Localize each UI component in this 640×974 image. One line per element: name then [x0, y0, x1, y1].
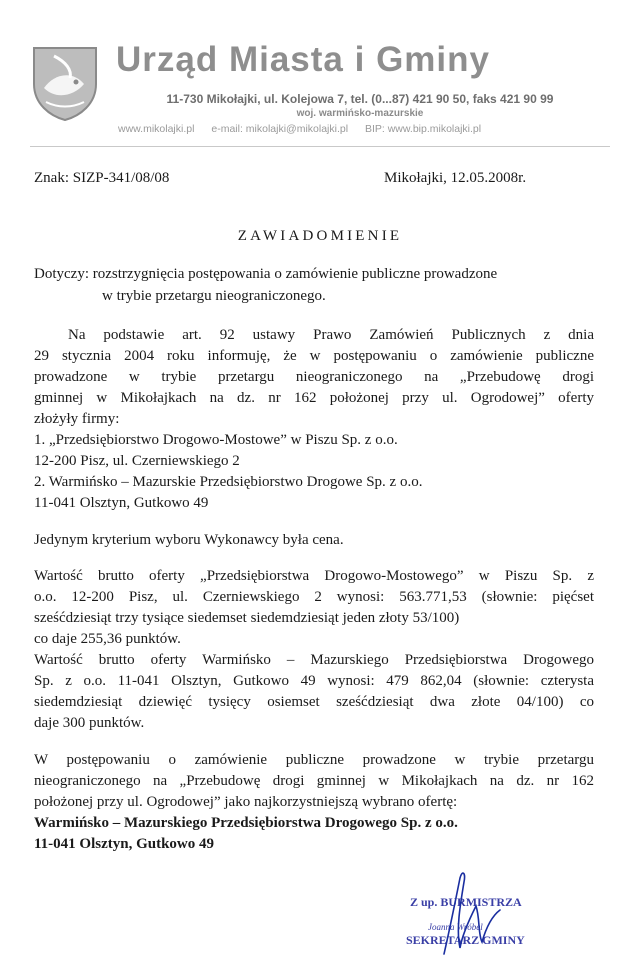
offer-line: siedemdziesiąt dziewięć tysięcy osiemset sześćdziesiąt dwa złote 04/100) co: [34, 694, 594, 710]
offer-line: co daje 255,36 punktów.: [34, 631, 181, 647]
subject-line-continued: w trybie przetargu nieograniczonego.: [102, 288, 326, 304]
letterhead-voivodeship: woj. warmińsko-mazurskie: [296, 108, 424, 119]
stamp-name-text: Joanna Wróbel: [428, 922, 483, 932]
offer-line: sześćdziesiąt trzy tysiące siedemset siedemdziesiąt jeden złoty 53/100): [34, 610, 460, 626]
bidder-address: 12-200 Pisz, ul. Czerniewskiego 2: [34, 453, 240, 469]
organization-name: Urząd Miasta i Gminy: [116, 40, 490, 79]
letterhead-address: 11-730 Mikołajki, ul. Kolejowa 7, tel. (0...87) 421 90 50, faks 421 90 99: [166, 92, 554, 106]
stamp-authorization-text: Z up. BURMISTRZA: [410, 895, 522, 909]
winning-bidder-name: Warmińsko – Mazurskiego Przedsiębiorstwa Drogowego Sp. z o.o.: [34, 815, 458, 831]
municipal-crest-logo: [30, 44, 100, 122]
intro-line: Na podstawie art. 92 ustawy Prawo Zamówień Publicznych z dnia: [68, 327, 594, 343]
website-link[interactable]: www.mikolajki.pl: [118, 123, 195, 135]
selection-criterion: Jedynym kryterium wyboru Wykonawcy była cena.: [34, 532, 344, 548]
winning-bidder-address: 11-041 Olsztyn, Gutkowo 49: [34, 836, 215, 852]
email-link[interactable]: e-mail: mikolajki@mikolajki.pl: [211, 123, 349, 135]
reference-number: Znak: SIZP-341/08/08: [34, 170, 170, 186]
signature-stamp: [400, 858, 620, 968]
decision-line: położonej przy ul. Ogrodowej” jako najkorzystniejszą wybrano ofertę:: [34, 794, 458, 810]
bidder-name: 2. Warmińsko – Mazurskie Przedsiębiorstwo Drogowe Sp. z o.o.: [34, 474, 423, 490]
place-and-date: Mikołajki, 12.05.2008r.: [384, 170, 527, 186]
intro-line: gminnej w Mikołajkach na dz. nr 162 położonej przy ul. Ogrodowej” oferty: [34, 390, 594, 406]
offer-line: Wartość brutto oferty Warmińsko – Mazurskiego Przedsiębiorstwa Drogowego: [34, 652, 594, 668]
letterhead-contacts: [118, 122, 608, 136]
decision-line: nieograniczonego na „Przebudowę drogi gminnej w Mikołajkach na dz. nr 162: [34, 773, 594, 789]
offer-line: o.o. 12-200 Pisz, ul. Czerniewskiego 2 wynosi: 563.771,53 (słownie: pięćset: [34, 589, 594, 605]
bidder-name: 1. „Przedsiębiorstwo Drogowo-Mostowe” w Piszu Sp. z o.o.: [34, 432, 398, 448]
intro-line: 29 stycznia 2004 roku informuję, że w postępowaniu o zamówienie publiczne: [34, 348, 594, 364]
offer-line: Wartość brutto oferty „Przedsiębiorstwa Drogowo-Mostowego” w Piszu Sp. z: [34, 568, 594, 584]
offer-line: daje 300 punktów.: [34, 715, 145, 731]
subject-line: Dotyczy: rozstrzygnięcia postępowania o zamówienie publiczne prowadzone: [34, 266, 498, 282]
document-title: ZAWIADOMIENIE: [237, 228, 403, 244]
intro-line: złożyły firmy:: [34, 411, 120, 427]
letterhead-divider: [30, 146, 610, 147]
offer-line: Sp. z o.o. 11-041 Olsztyn, Gutkowo 49 wynosi: 479 862,04 (słownie: czterysta: [34, 673, 594, 689]
bip-link[interactable]: BIP: www.bip.mikolajki.pl: [364, 123, 482, 135]
stamp-title-text: SEKRETARZ GMINY: [406, 933, 525, 947]
intro-line: prowadzone w trybie przetargu nieograniczonego na „Przebudowę drogi: [34, 369, 594, 385]
bidder-address: 11-041 Olsztyn, Gutkowo 49: [34, 495, 209, 511]
decision-line: W postępowaniu o zamówienie publiczne prowadzone w trybie przetargu: [34, 752, 594, 768]
